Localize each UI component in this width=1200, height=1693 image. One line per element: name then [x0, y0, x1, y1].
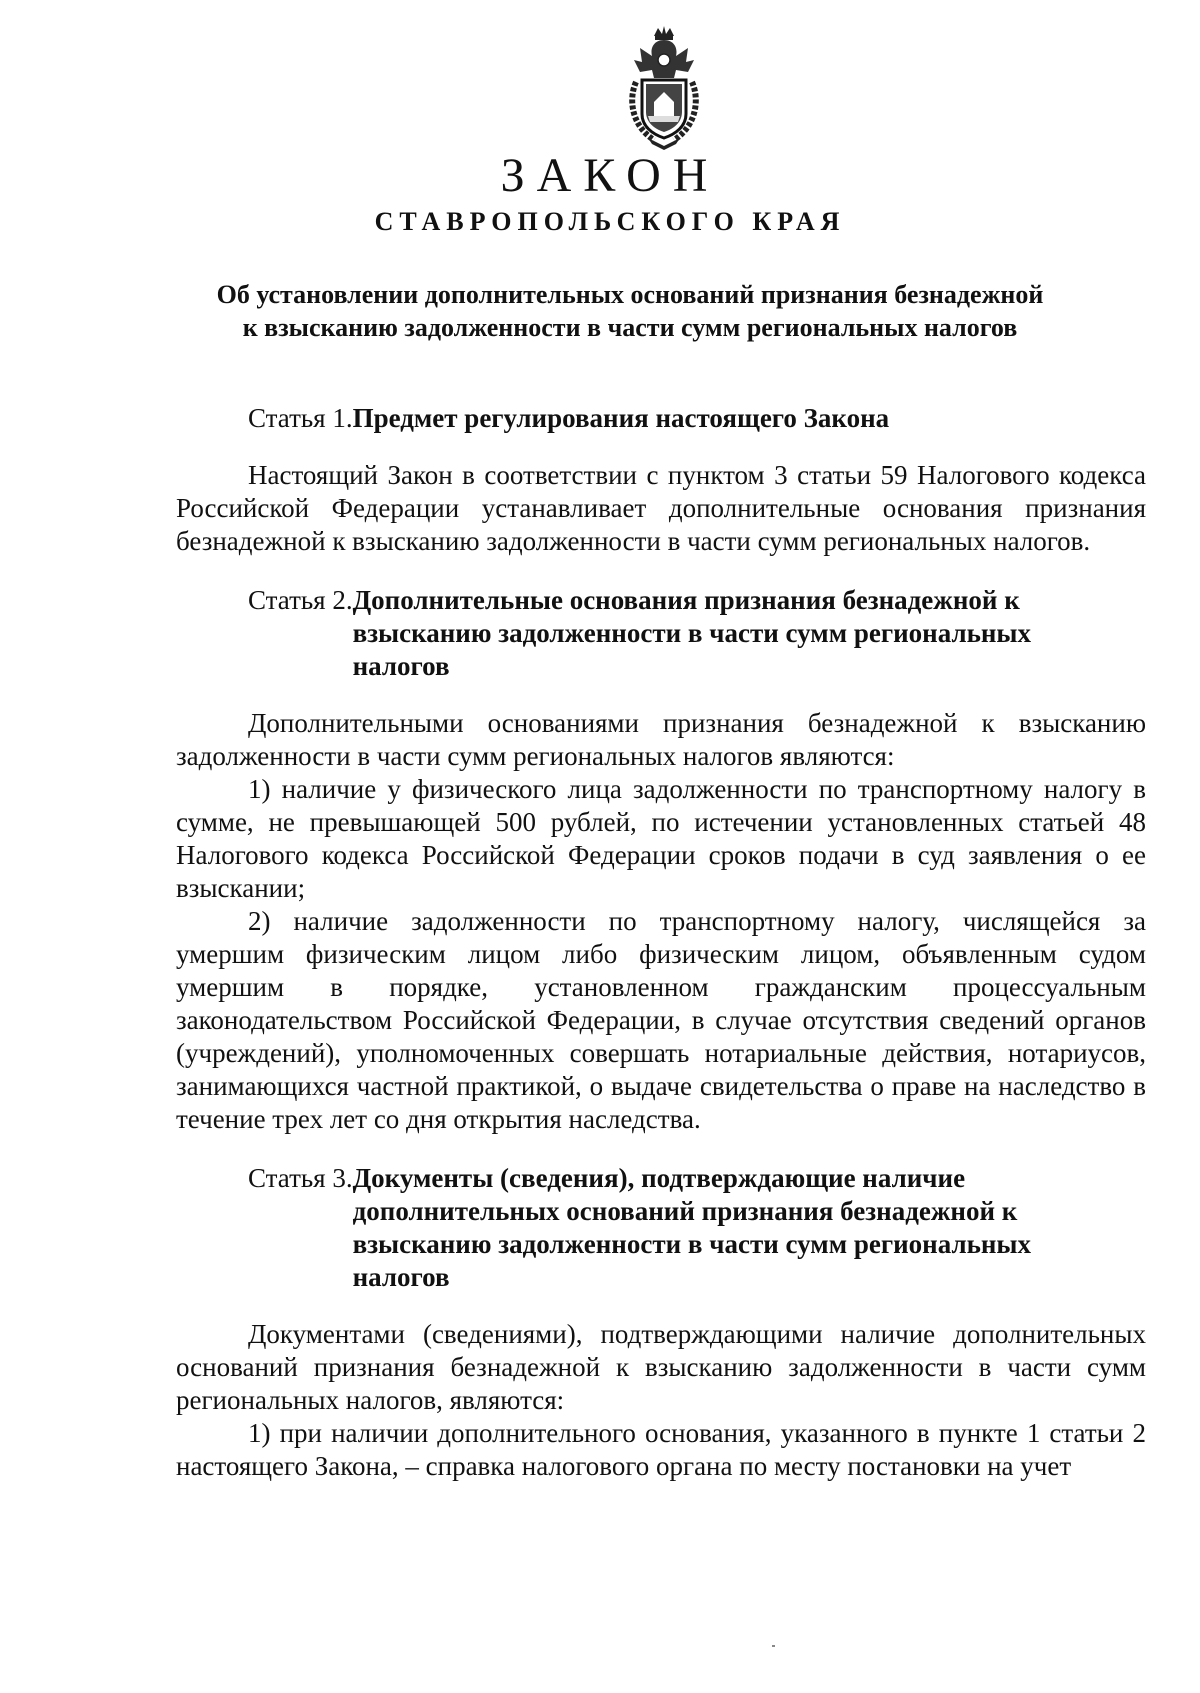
document-body	[176, 402, 1146, 1483]
law-name	[170, 278, 1090, 344]
article-2-heading	[176, 584, 1146, 683]
article-2-label: Статья 2.	[248, 585, 353, 615]
article-3-title: Документы (сведения), подтверждающие наличие дополнительных оснований признания безнадежной к взысканию задолженности в части сумм региональных налогов	[352, 1163, 1032, 1292]
article-2-paragraph-1: Дополнительными основаниями признания безнадежной к взысканию задолженности в части сумм региональных налогов являются:	[176, 708, 1146, 771]
law-name-line-1: Об установлении дополнительных оснований признания безнадежной	[216, 280, 1044, 309]
article-3-label: Статья 3.	[248, 1163, 353, 1193]
article-2-paragraph-2: 1) наличие у физического лица задолженности по транспортному налогу в сумме, не превышающей 500 рублей, по истечении установленных статьей 48 Налогового кодекса Российской Федерации сроков подачи в суд заявления о ее взыскании;	[176, 774, 1146, 903]
article-1-heading	[176, 402, 1146, 435]
article-3-paragraph-2: 1) при наличии дополнительного основания, указанного в пункте 1 статьи 2 настоящего Закона, – справка налогового органа по месту постановки на учет	[176, 1418, 1146, 1481]
article-1-title: Предмет регулирования настоящего Закона	[352, 403, 890, 433]
article-1-paragraph-1: Настоящий Закон в соответствии с пунктом 3 статьи 59 Налогового кодекса Российской Федерации устанавливает дополнительные основания признания безнадежной к взысканию задолженности в части сумм региональных налогов.	[176, 460, 1146, 556]
article-2-paragraph-3: 2) наличие задолженности по транспортному налогу, числящейся за умершим физическим лицом либо физическим лицом, объявленным судом умершим в порядке, установленном гражданским процессуальным законодательством Российской Федерации, в случае отсутствия сведений органов (учреждений), уполномоченных совершать нотариальные действия, нотариусов, занимающихся частной практикой, о выдаче свидетельства о праве на наследство в течение трех лет со дня открытия наследства.	[176, 906, 1146, 1134]
scan-speck	[772, 1645, 775, 1647]
article-1-label: Статья 1.	[248, 403, 353, 433]
article-2-title: Дополнительные основания признания безнадежной к взысканию задолженности в части сумм региональных налогов	[352, 585, 1032, 681]
law-name-line-2: к взысканию задолженности в части сумм региональных налогов	[242, 313, 1018, 342]
document-title: ЗАКОН	[500, 149, 720, 202]
article-3-paragraph-1: Документами (сведениями), подтверждающими наличие дополнительных оснований признания безнадежной к взысканию задолженности в части сумм региональных налогов, являются:	[176, 1319, 1146, 1415]
document-subtitle: СТАВРОПОЛЬСКОГО КРАЯ	[374, 207, 846, 236]
coat-of-arms-icon	[624, 26, 704, 150]
article-3-heading	[176, 1162, 1146, 1294]
